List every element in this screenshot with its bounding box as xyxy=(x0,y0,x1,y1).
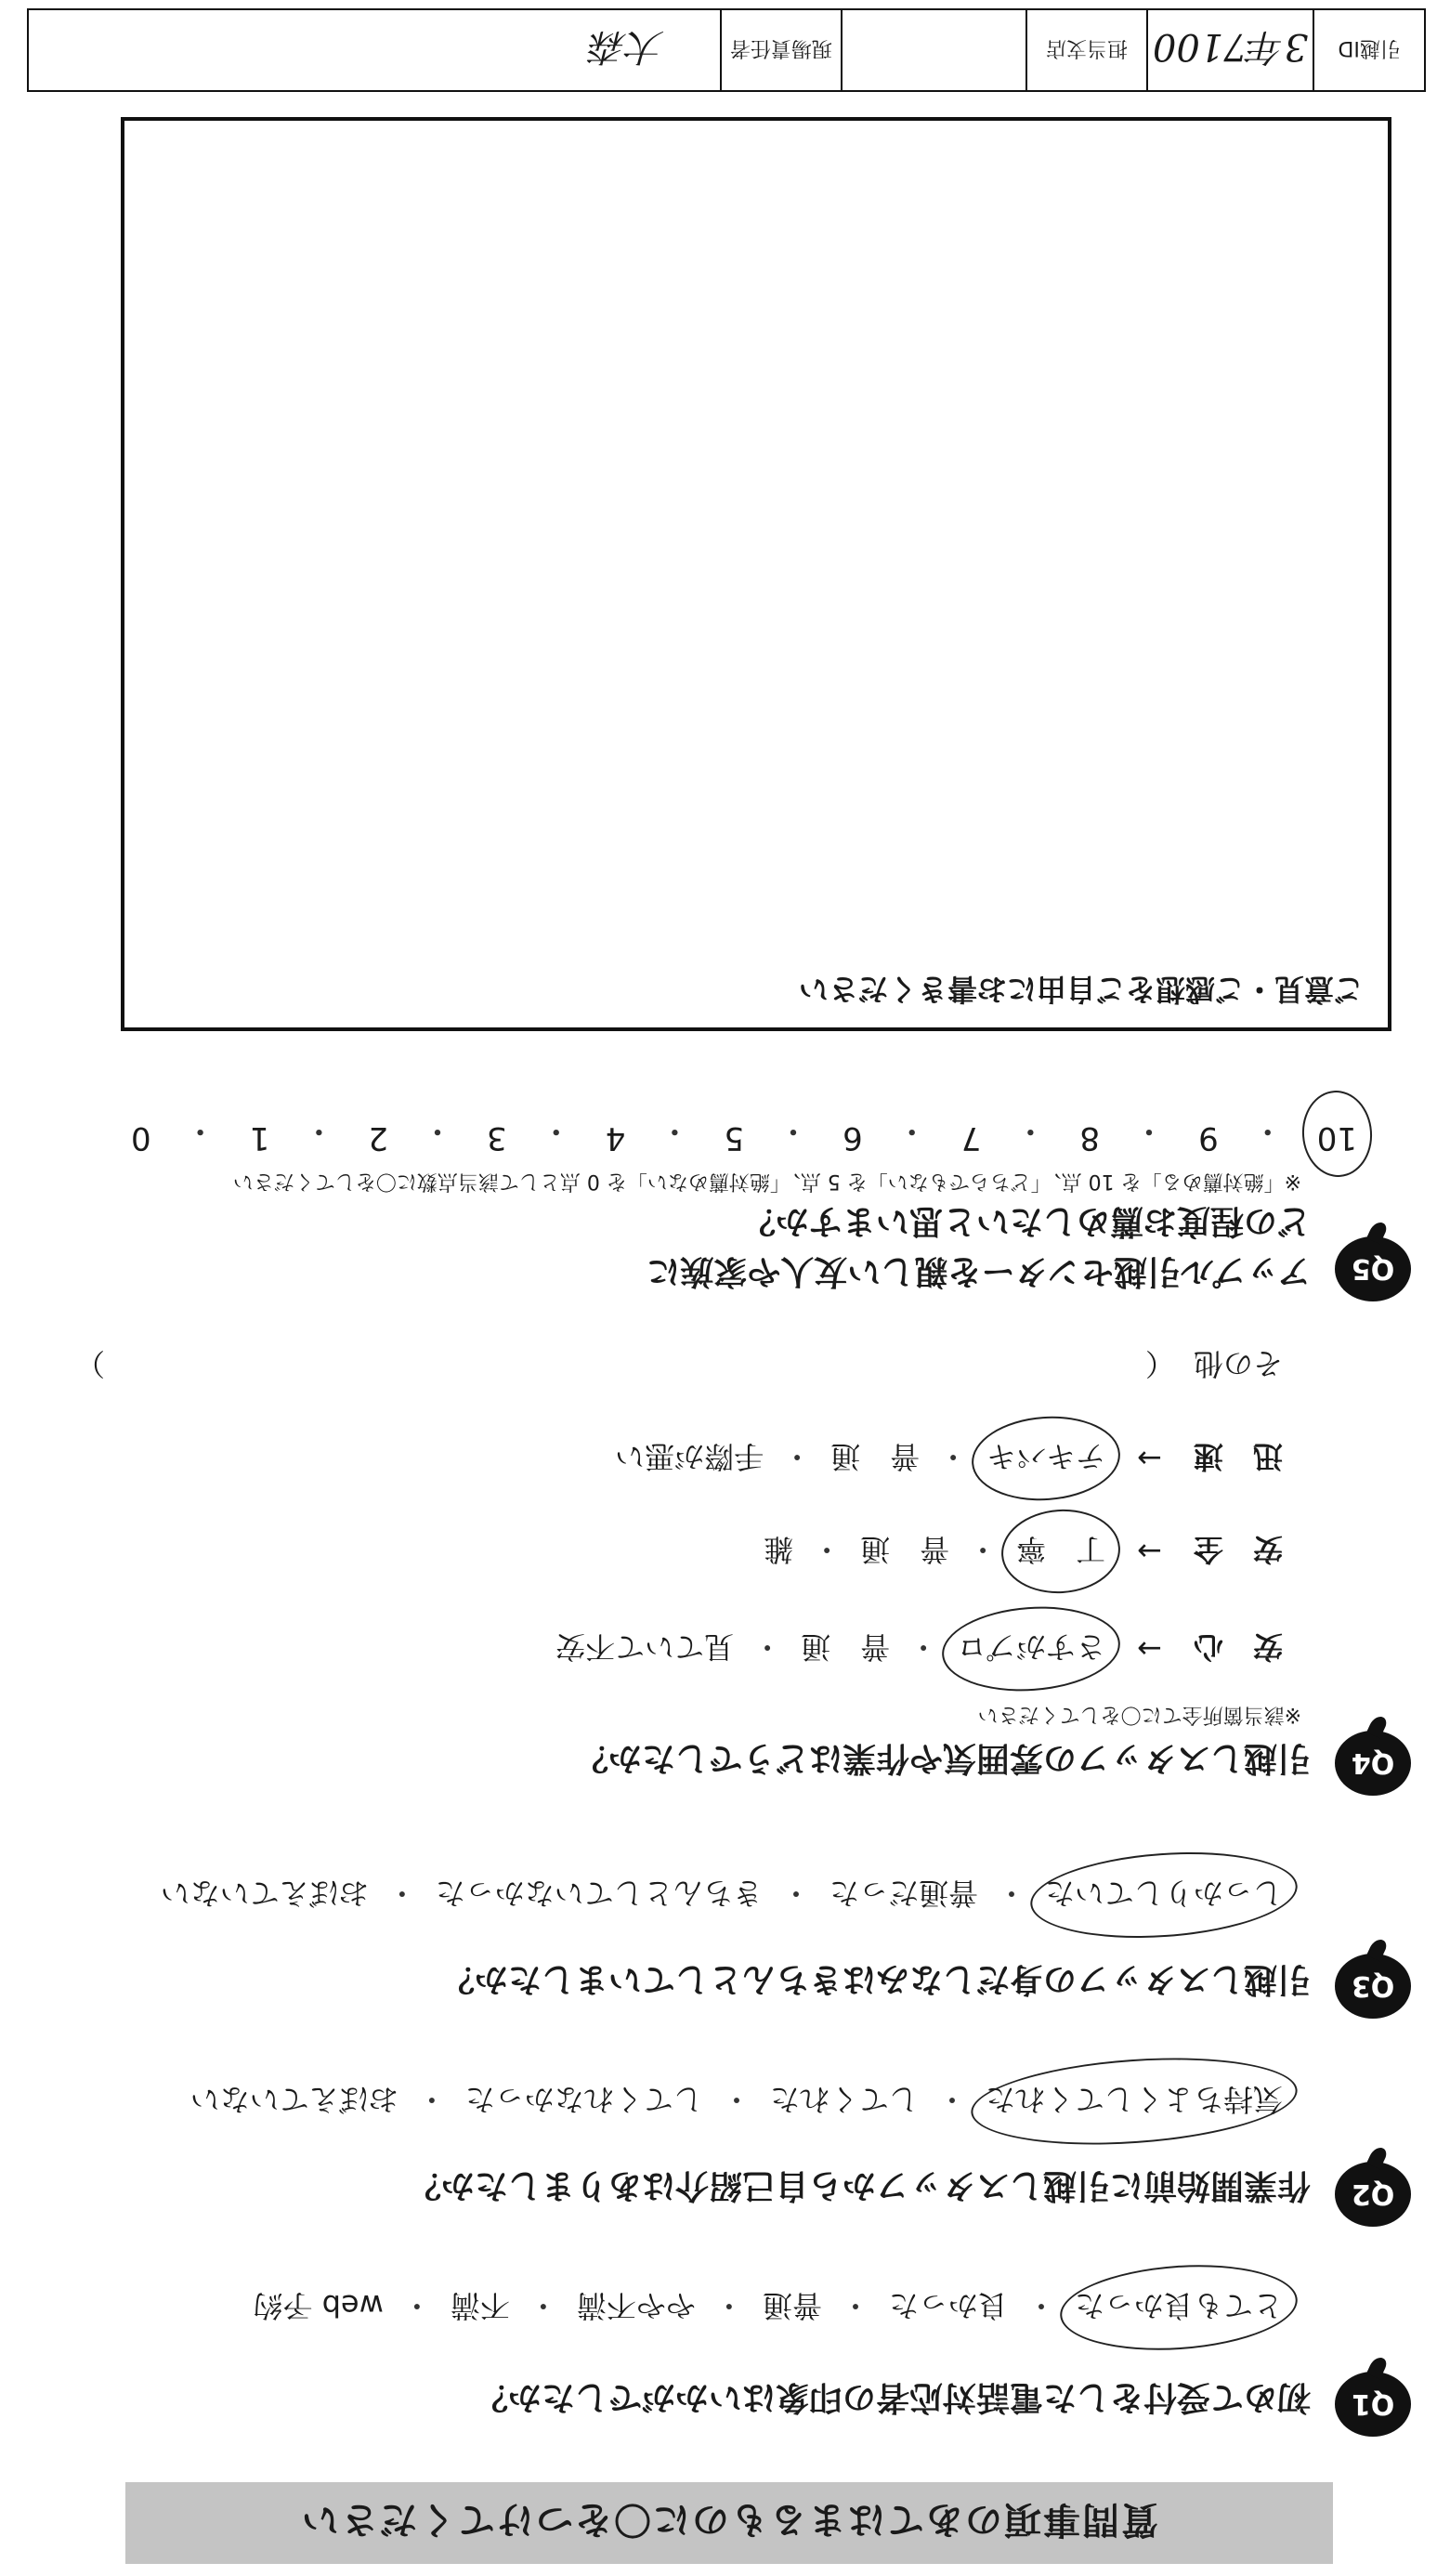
q2-title: 作業開始前に引越しスタッフから自己紹介はありましたか？ xyxy=(407,2166,1311,2204)
q3-badge: Q3 xyxy=(1335,1954,1411,2019)
comment-title: ご意見・ご感想をご自由にお書きください xyxy=(798,972,1364,1007)
q5-badge: Q5 xyxy=(1335,1236,1411,1301)
q3-options: しっかりしていた ・ 普通だった ・ きちんとしていなかった ・ おぼえていない xyxy=(161,1874,1283,1916)
scale-option-1[interactable]: 1 xyxy=(249,1119,270,1157)
q4-row-2-label: 安 全 xyxy=(1193,1532,1283,1567)
q1-option-4[interactable]: やや不満 xyxy=(576,2288,696,2323)
q2-option-3[interactable]: してくれなかった xyxy=(464,2082,703,2117)
q1-options: とても良かった ・ 良かった ・ 普通 ・ やや不満 ・ 不満 ・ web 予約 xyxy=(253,2286,1283,2329)
q4-row-3-label: 迅 速 xyxy=(1193,1439,1283,1474)
q3-option-1[interactable]: しっかりしていた xyxy=(1045,1874,1283,1916)
q3-option-4[interactable]: おぼえていない xyxy=(160,1876,369,1911)
scale-option-5[interactable]: 5 xyxy=(724,1119,745,1157)
q2-option-2[interactable]: してくれた xyxy=(769,2082,919,2117)
q2-option-4[interactable]: おぼえていない xyxy=(189,2082,398,2117)
q1-option-3[interactable]: 普通 xyxy=(762,2288,822,2323)
q2-options: 気持ちよくしてくれた ・ してくれた ・ してくれなかった ・ おぼえていない xyxy=(190,2080,1283,2123)
q4-row-1-option-2[interactable]: 普 通 xyxy=(801,1629,891,1665)
q2-option-1[interactable]: 気持ちよくしてくれた xyxy=(986,2080,1283,2123)
comment-box[interactable] xyxy=(121,117,1391,1031)
scale-option-3[interactable]: 3 xyxy=(487,1119,507,1157)
q4-row-1-option-3[interactable]: 見ていて不安 xyxy=(555,1629,735,1665)
header-banner: 質問事項のあてはまるものに〇をつけてください xyxy=(125,2482,1333,2564)
move-id-value[interactable]: 3年7100 xyxy=(1146,10,1313,90)
q4-other-paren-open: （ xyxy=(1144,1346,1175,1381)
q4-row-3-option-2[interactable]: 普 通 xyxy=(830,1439,921,1474)
q1-option-1[interactable]: とても良かった xyxy=(1075,2286,1283,2329)
scale-option-2[interactable]: 2 xyxy=(368,1119,388,1157)
q4-badge: Q4 xyxy=(1335,1731,1411,1796)
branch-value[interactable] xyxy=(841,10,1025,90)
q3-option-3[interactable]: きちんとしていなかった xyxy=(435,1876,763,1911)
q4-row-1: 安 心 → さすがプロ ・ 普 通 ・ 見ていて不安 xyxy=(555,1628,1283,1670)
q1-option-6[interactable]: web 予約 xyxy=(253,2288,384,2323)
q3-option-2[interactable]: 普通だった xyxy=(829,1876,978,1911)
scale-option-7[interactable]: 7 xyxy=(960,1119,982,1157)
q4-title: 引越しスタッフの雰囲気や作業はどうでしたか？ xyxy=(574,1739,1311,1777)
q4-row-2-option-2[interactable]: 普 通 xyxy=(860,1532,950,1567)
q1-title: 初めて受付をした電話対応者の印象はいかがでしたか？ xyxy=(474,2378,1311,2416)
q4-row-3-option-3[interactable]: 手際が悪い xyxy=(615,1439,764,1474)
arrow-icon: → xyxy=(1137,1534,1162,1569)
q4-row-1-option-1[interactable]: さすがプロ xyxy=(957,1628,1105,1670)
q5-title-line2: どの程度お薦めしたいと思いますか？ xyxy=(741,1202,1311,1240)
site-leader-value[interactable]: 大森 xyxy=(590,25,665,69)
q2-badge: Q2 xyxy=(1335,2162,1411,2227)
arrow-icon: → xyxy=(1137,1441,1162,1476)
q1-badge: Q1 xyxy=(1335,2372,1411,2437)
scale-option-9[interactable]: 9 xyxy=(1198,1119,1219,1157)
arrow-icon: → xyxy=(1137,1631,1162,1667)
site-leader-label: 現場責任者 xyxy=(720,10,841,90)
q5-note: ※「絶対薦める」を 10 点、「どちらでもない」を 5 点、「絶対薦めない」を 0 点として該当点数に〇をしてください xyxy=(232,1170,1301,1193)
info-table xyxy=(27,8,1426,92)
scale-option-8[interactable]: 8 xyxy=(1079,1119,1101,1157)
scale-option-6[interactable]: 6 xyxy=(843,1119,863,1157)
q4-row-2-option-3[interactable]: 雑 xyxy=(764,1532,794,1567)
q4-note: ※該当箇所全てに〇をしてください xyxy=(977,1703,1301,1726)
q4-row-2-option-1[interactable]: 丁 寧 xyxy=(1016,1530,1105,1573)
branch-label: 担当支店 xyxy=(1025,10,1146,90)
move-id-label: 引越ID xyxy=(1313,10,1424,90)
q4-row-3: 迅 速 → テキパキ ・ 普 通 ・ 手際が悪い xyxy=(615,1437,1283,1480)
q4-other-row xyxy=(75,1344,1283,1387)
q4-row-1-label: 安 心 xyxy=(1193,1629,1283,1665)
q5-scale: 10 ・ 9 ・ 8 ・ 7 ・ 6 ・ 5 ・ 4 ・ 3 ・ 2 ・ 1 ・ 0 xyxy=(131,1112,1357,1157)
q1-option-2[interactable]: 良かった xyxy=(888,2288,1008,2323)
q1-option-5[interactable]: 不満 xyxy=(450,2288,510,2323)
q4-row-3-option-1[interactable]: テキパキ xyxy=(986,1437,1105,1480)
q5-title-line1: アップル引越センターを親しい友人や家族に xyxy=(647,1252,1311,1290)
scale-option-4[interactable]: 4 xyxy=(605,1119,626,1157)
q3-title: 引越しスタッフの身だしなみはきちんとしていましたか？ xyxy=(440,1960,1311,1998)
scale-option-10[interactable]: 10 xyxy=(1317,1111,1357,1157)
q4-other-paren-close: ） xyxy=(75,1346,106,1381)
q4-row-2: 安 全 → 丁 寧 ・ 普 通 ・ 雑 xyxy=(764,1530,1283,1573)
q4-other-label: その他 xyxy=(1193,1346,1283,1381)
scale-option-0[interactable]: 0 xyxy=(131,1119,151,1157)
